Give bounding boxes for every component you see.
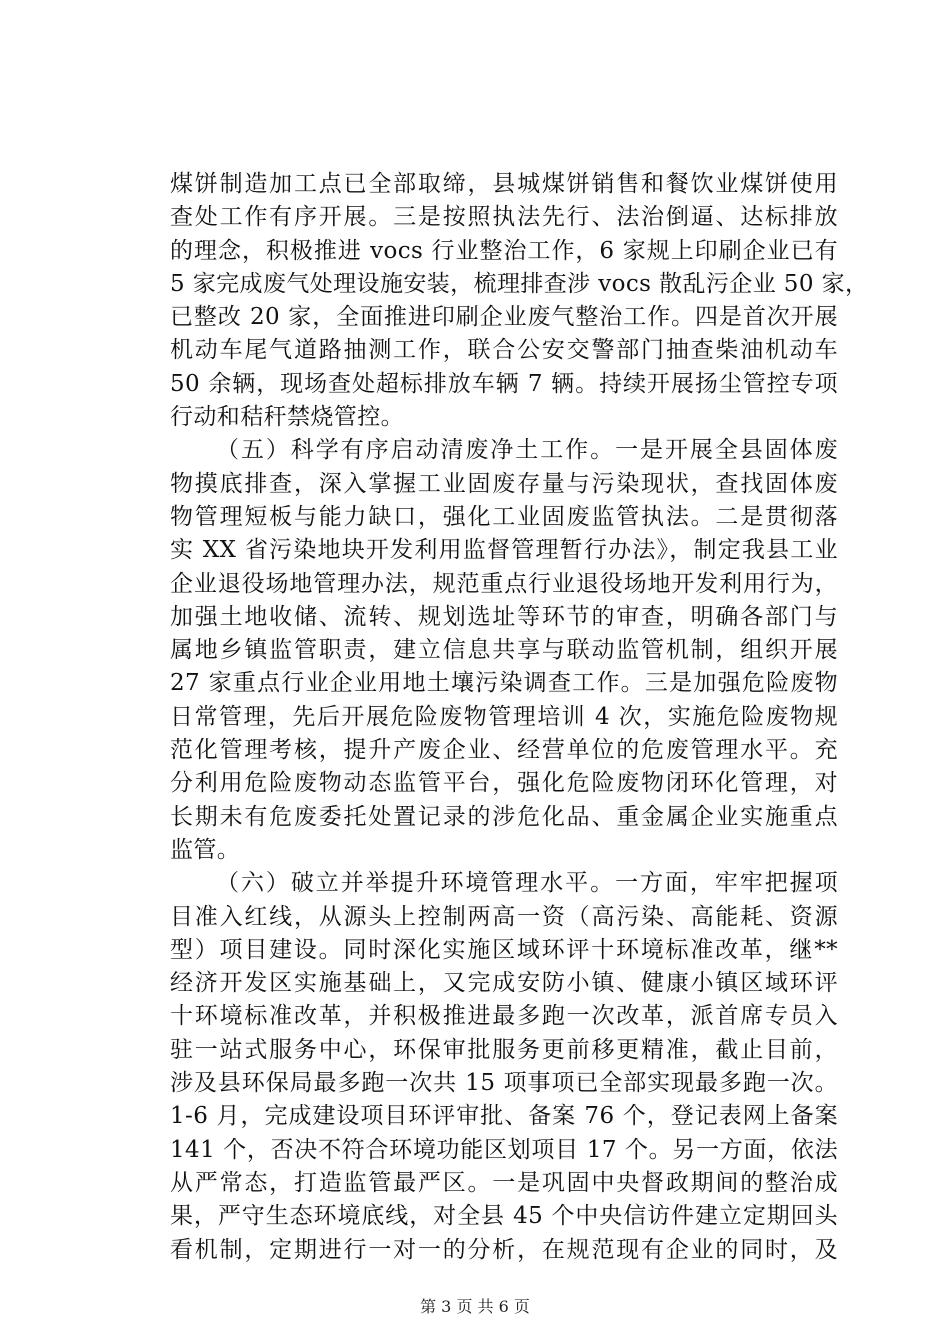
text-line: 141 个，否决不符合环境功能区划项目 17 个。另一方面，依法 (170, 1136, 838, 1163)
text-line: 查处工作有序开展。三是按照执法先行、法治倒逼、达标排放 (170, 204, 838, 231)
text-line: 看机制，定期进行一对一的分析，在规范现有企业的同时，及 (170, 1236, 838, 1263)
text-line: 煤饼制造加工点已全部取缔，县城煤饼销售和餐饮业煤饼使用 (170, 171, 838, 197)
text-line: 企业退役场地管理办法，规范重点行业退役场地开发利用行为， (170, 570, 838, 597)
text-line: 已整改 20 家，全面推进印刷企业废气整治工作。四是首次开展 (170, 304, 838, 331)
text-line: 十环境标准改革，并积极推进最多跑一次改革，派首席专员入 (170, 1003, 838, 1030)
text-line: 1-6 月，完成建设项目环评审批、备案 76 个，登记表网上备案 (170, 1103, 838, 1130)
page-footer: 第 3 页 共 6 页 (420, 1297, 530, 1316)
text-line: 物管理短板与能力缺口，强化工业固废监管执法。二是贯彻落 (170, 503, 838, 530)
text-line: 果，严守生态环境底线，对全县 45 个中央信访件建立定期回头 (170, 1203, 838, 1230)
text-line: 日常管理，先后开展危险废物管理培训 4 次，实施危险废物规 (170, 703, 838, 730)
text-line: 5 家完成废气处理设施安装，梳理排查涉 vocs 散乱污企业 50 家， (170, 270, 869, 297)
text-line: 物摸底排查，深入掌握工业固废存量与污染现状，查找固体废 (170, 470, 838, 497)
text-line: 长期未有危废委托处置记录的涉危化品、重金属企业实施重点 (170, 803, 838, 830)
text-line: 加强土地收储、流转、规划选址等环节的审查，明确各部门与 (170, 603, 838, 630)
text-line: 分利用危险废物动态监管平台，强化危险废物闭环化管理，对 (170, 770, 838, 797)
text-line: 从严常态，打造监管最严区。一是巩固中央督政期间的整治成 (170, 1169, 838, 1196)
text-line: 50 余辆，现场查处超标排放车辆 7 辆。持续开展扬尘管控专项 (170, 370, 838, 397)
text-line: 型）项目建设。同时深化实施区域环评十环境标准改革，继** (170, 936, 838, 963)
text-line: 实 XX 省污染地块开发利用监督管理暂行办法》，制定我县工业 (170, 537, 838, 564)
text-line: （六）破立并举提升环境管理水平。一方面，牢牢把握项 (216, 870, 838, 897)
text-line: 的理念，积极推进 vocs 行业整治工作，6 家规上印刷企业已有 (170, 237, 838, 264)
document-body (170, 168, 869, 1267)
text-line: 监管。 (170, 836, 241, 863)
text-line: （五）科学有序启动清废净土工作。一是开展全县固体废 (216, 437, 838, 464)
text-line: 范化管理考核，提升产废企业、经营单位的危废管理水平。充 (170, 737, 838, 764)
text-line: 驻一站式服务中心，环保审批服务更前移更精准，截止目前， (170, 1036, 838, 1063)
text-line: 涉及县环保局最多跑一次共 15 项事项已全部实现最多跑一次。 (170, 1070, 838, 1097)
text-line: 27 家重点行业企业用地土壤污染调查工作。三是加强危险废物 (170, 670, 838, 697)
text-line: 属地乡镇监管职责，建立信息共享与联动监管机制，组织开展 (170, 637, 838, 664)
text-line: 目准入红线，从源头上控制两高一资（高污染、高能耗、资源 (170, 903, 838, 930)
text-line: 经济开发区实施基础上，又完成安防小镇、健康小镇区域环评 (170, 970, 838, 997)
text-line: 行动和秸秆禁烧管控。 (170, 404, 404, 431)
text-line: 机动车尾气道路抽测工作，联合公安交警部门抽查柴油机动车 (170, 337, 838, 364)
